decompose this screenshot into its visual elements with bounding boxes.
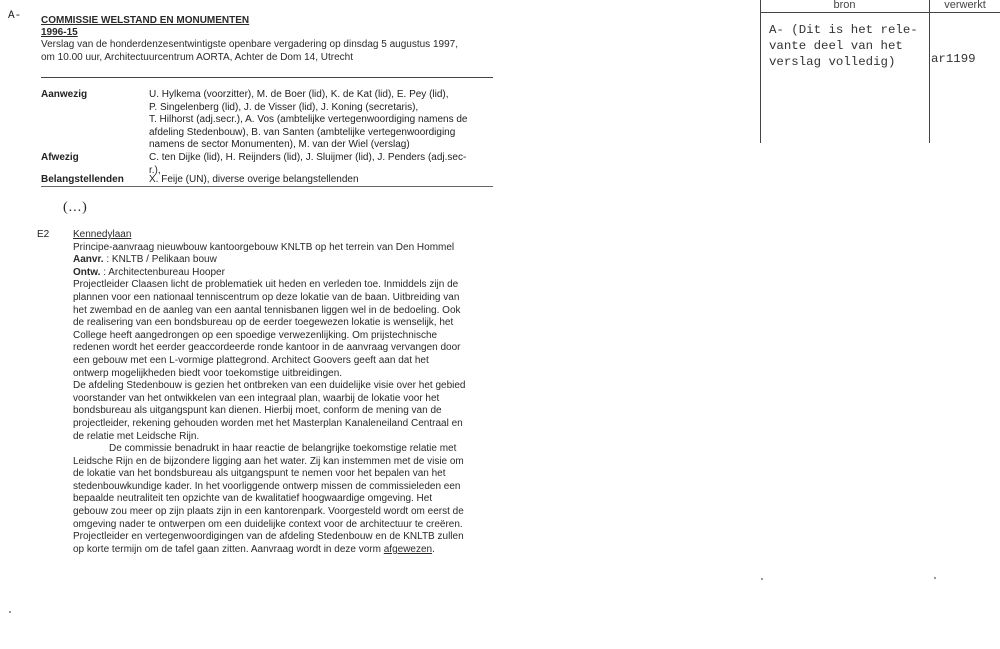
text-segment: op korte termijn om de tafel gaan zitten. Aanvraag wordt in deze vorm xyxy=(73,543,381,555)
column-header-processed: verwerkt xyxy=(944,0,986,11)
paragraph-2 xyxy=(73,380,493,443)
corner-mark: A- xyxy=(8,10,22,22)
scan-speck xyxy=(934,577,936,579)
source-note xyxy=(769,22,929,70)
organization-title: COMMISSIE WELSTAND EN MONUMENTEN xyxy=(41,15,250,26)
document-header xyxy=(41,15,511,64)
present-label: Aanwezig xyxy=(41,89,88,100)
text-line: de lokatie van het bondsbureau als uitgangspunt te nemen voor het bepalen van het xyxy=(73,468,446,480)
text-line: redenen wordt het eerder geaccordeerde ronde kantoor in de aanvraag vervangen door xyxy=(73,342,461,354)
table-border-middle xyxy=(929,0,930,143)
text-line: plannen voor een nationaal tenniscentrum op deze lokatie van de baan. Uitbreiding van xyxy=(73,291,460,303)
report-line-1: Verslag van de honderdenzesentwintigste openbare vergadering op dinsdag 5 augustus 1997, xyxy=(41,39,458,50)
processed-value: ar1199 xyxy=(931,52,976,66)
column-header-source: bron xyxy=(833,0,856,11)
interested-label: Belangstellenden xyxy=(41,174,124,185)
designer-row xyxy=(73,267,493,280)
text-line: voorstander van het ontwikkelen van een integraal plan, waarbij de lokatie voor het xyxy=(73,392,440,404)
item-code: E2 xyxy=(37,229,50,240)
designer-value: : Architectenbureau Hooper xyxy=(103,266,225,278)
text-line: de realisering van een bondsbureau op de eerder toegewezen lokatie is wenselijk, het xyxy=(73,317,454,329)
text-line: de relatie met Leidsche Rijn. xyxy=(73,430,200,442)
header-divider xyxy=(41,77,493,78)
scan-speck xyxy=(761,578,763,580)
interested-line: X. Feije (UN), diverse overige belangstellenden xyxy=(149,174,359,185)
text-line: De afdeling Stedenbouw is gezien het ontbreken van een duidelijke visie over het gebied xyxy=(73,380,466,392)
text-line: het zwembad en de aanleg van een aantal tennisbanen liggen wel in de bedoeling. Ook xyxy=(73,304,461,316)
text-line xyxy=(73,544,493,557)
omission-marker: (...) xyxy=(63,200,88,215)
present-list xyxy=(149,89,501,152)
absent-line: r.), xyxy=(149,164,161,176)
text-line: bepaalde neutraliteit ten opzichte van de kwalitatief hoogwaardige omgeving. Het xyxy=(73,493,433,505)
text-line: gebouw zou meer op zijn plaats zijn in een kantorenpark. Voorgesteld wordt om eerst de xyxy=(73,506,464,518)
applicant-row xyxy=(73,254,493,267)
absent-label: Afwezig xyxy=(41,152,79,163)
text-line: ontwerp mogelijkheden biedt voor toekomstige uitbreidingen. xyxy=(73,367,343,379)
text-line: Projectleider Claasen licht de problematiek uit heden en verleden toe. Inmiddels zijn de xyxy=(73,279,459,291)
paragraph-1 xyxy=(73,279,493,380)
agenda-item xyxy=(73,229,493,556)
verdict-period: . xyxy=(432,543,435,555)
note-line: vante deel van het xyxy=(769,39,903,53)
present-line: P. Singelenberg (lid), J. de Visser (lid), J. Koning (secretaris), xyxy=(149,101,419,113)
verdict: afgewezen xyxy=(383,543,433,555)
text-line: De commissie benadrukt in haar reactie de belangrijke toekomstige relatie met xyxy=(109,443,457,455)
table-border-left xyxy=(760,0,761,143)
scan-speck xyxy=(9,611,11,613)
applicant-label: Aanvr. xyxy=(73,254,104,266)
report-code: 1996-15 xyxy=(41,27,78,38)
present-line: U. Hylkema (voorzitter), M. de Boer (lid), K. de Kat (lid), E. Pey (lid), xyxy=(149,89,449,100)
present-line: afdeling Stedenbouw), B. van Santen (ambtelijke vertegenwoordiging xyxy=(149,126,456,138)
text-line: Projectleider en vertegenwoordigingen van de afdeling Stedenbouw en de KNLTB zullen xyxy=(73,531,464,543)
text-line: Leidsche Rijn en de bijzondere ligging aan het water. Zij kan instemmen met de visie om xyxy=(73,455,464,467)
note-line: A- (Dit is het rele- xyxy=(769,23,918,37)
note-line: verslag volledig) xyxy=(769,55,896,69)
text-line: stedenbouwkundige kader. In het voorliggende ontwerp missen de commissieleden een xyxy=(73,480,461,492)
text-line: College heeft aangedrongen op een spoedige verwezenlijking. Om prijstechnische xyxy=(73,329,438,341)
item-street: Kennedylaan xyxy=(73,229,132,240)
applicant-value: : KNLTB / Pelikaan bouw xyxy=(106,254,217,266)
text-line: omgeving nader te ontwerpen om een duidelijke context voor de architectuur te creëren. xyxy=(73,518,463,530)
item-subject: Principe-aanvraag nieuwbouw kantoorgebouw KNLTB op het terrein van Den Hommel xyxy=(73,241,455,253)
present-line: namens de sector Monumenten), M. van der Wiel (verslag) xyxy=(149,139,410,151)
text-line: projectleider, rekening gehouden worden met het Masterplan Kanaleneiland Centraal en xyxy=(73,417,463,429)
absent-line: C. ten Dijke (lid), H. Reijnders (lid), J. Sluijmer (lid), J. Penders (adj.sec- xyxy=(149,152,467,163)
table-header-rule xyxy=(760,12,1000,13)
text-line: bondsbureau als uitgangspunt kan dienen. Hierbij moet, conform de mening van de xyxy=(73,405,442,417)
paragraph-3 xyxy=(73,443,493,556)
report-line-2: om 10.00 uur, Architectuurcentrum AORTA, Achter de Dom 14, Utrecht xyxy=(41,51,353,63)
designer-label: Ontw. xyxy=(73,266,101,278)
attendance-divider xyxy=(41,186,493,187)
text-line: een gebouw met een L-vormige plattegrond. Architect Goovers geeft aan dat het xyxy=(73,354,429,366)
present-line: T. Hilhorst (adj.secr.), A. Vos (ambtelijke vertegenwoordiging namens de xyxy=(149,114,468,126)
